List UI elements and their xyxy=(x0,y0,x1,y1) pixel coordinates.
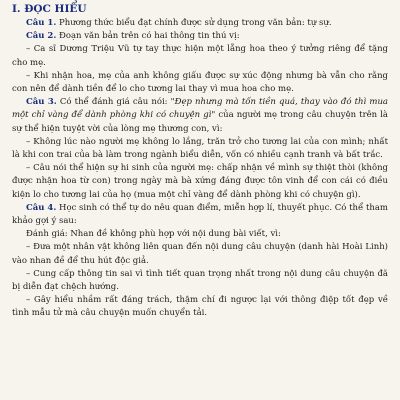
question-4-point-3: – Gây hiểu nhầm rất đáng trách, thậm chí đi ngược lại với thông điệp tốt đẹp về tình mẫu tử mà câu chuyện muốn chuyển tải. xyxy=(12,295,388,319)
question-2-point-1: – Ca sĩ Dương Triệu Vũ tự tay thực hiện một lẵng hoa theo ý tưởng riêng để tặng cho mẹ. xyxy=(12,44,388,68)
section-title: I. ĐỌC HIỂU xyxy=(12,3,87,15)
question-2-text: Đoạn văn bản trên có hai thông tin thú vị: xyxy=(56,31,240,42)
question-3-quote: "Đẹp nhưng mà tốn tiền quá, thay vào đó thì mua một chỉ vàng để dành phòng khi có chuyện gì" xyxy=(12,97,388,121)
question-4-point-2: – Cung cấp thông tin sai vì tình tiết quan trọng nhất trong nội dung câu chuyện đã bị diễn đạt chệch hướng. xyxy=(12,268,388,293)
question-4-evaluation: Đánh giá: Nhan đề không phù hợp với nội dung bài viết, vì: xyxy=(26,229,281,240)
question-4-text: Học sinh có thể tự do nêu quan điểm, miễn hợp lí, thuyết phục. Có thể tham khảo gợi ý sau: xyxy=(12,202,388,227)
question-4-point-1: – Đưa một nhân vật không liên quan đến nội dung câu chuyện (danh hài Hoài Linh) vào nhan đề để thu hút độc giả. xyxy=(12,242,388,266)
question-1 xyxy=(12,17,388,30)
question-1-label: Câu 1. xyxy=(26,18,57,28)
question-4-label: Câu 4. xyxy=(26,202,57,213)
question-3-text-after: của người mẹ trong câu chuyện trên là sự thể hiện tuyệt vời của lòng mẹ thương con, vì: xyxy=(12,110,388,134)
question-3-point-2: – Câu nói thể hiện sự hi sinh của người mẹ: chấp nhận về mình sự thiệt thòi (không được nhận hoa từ con) trong ngày mà bà xứng đáng được tôn vinh để con cái có điều kiện lo cho tương lai của họ (mua một chỉ vàng để dành phòng khi có chuyện gì). xyxy=(12,163,388,200)
question-3-text-before: Có thể đánh giá câu nói: xyxy=(56,97,171,108)
question-4 xyxy=(12,202,388,228)
question-1-text: Phương thức biểu đạt chính được sử dụng trong văn bản: tự sự. xyxy=(56,18,332,28)
question-2 xyxy=(12,30,388,43)
question-3 xyxy=(12,96,388,136)
question-2-label: Câu 2. xyxy=(26,31,57,42)
question-3-point-1: – Không lúc nào người mẹ không lo lắng, trăn trở cho tương lai của con mình; nhất là khi con trai của bà làm trong ngành biểu diễn, vốn có nhiều cạnh tranh và bất trắc. xyxy=(12,136,388,161)
question-2-point-2: – Khi nhận hoa, mẹ của anh không giấu được sự xúc động nhưng bà vẫn cho rằng con nên để dành tiền để lo cho tương lai thay vì mua hoa cho mẹ. xyxy=(12,70,388,95)
question-3-label: Câu 3. xyxy=(26,97,57,108)
